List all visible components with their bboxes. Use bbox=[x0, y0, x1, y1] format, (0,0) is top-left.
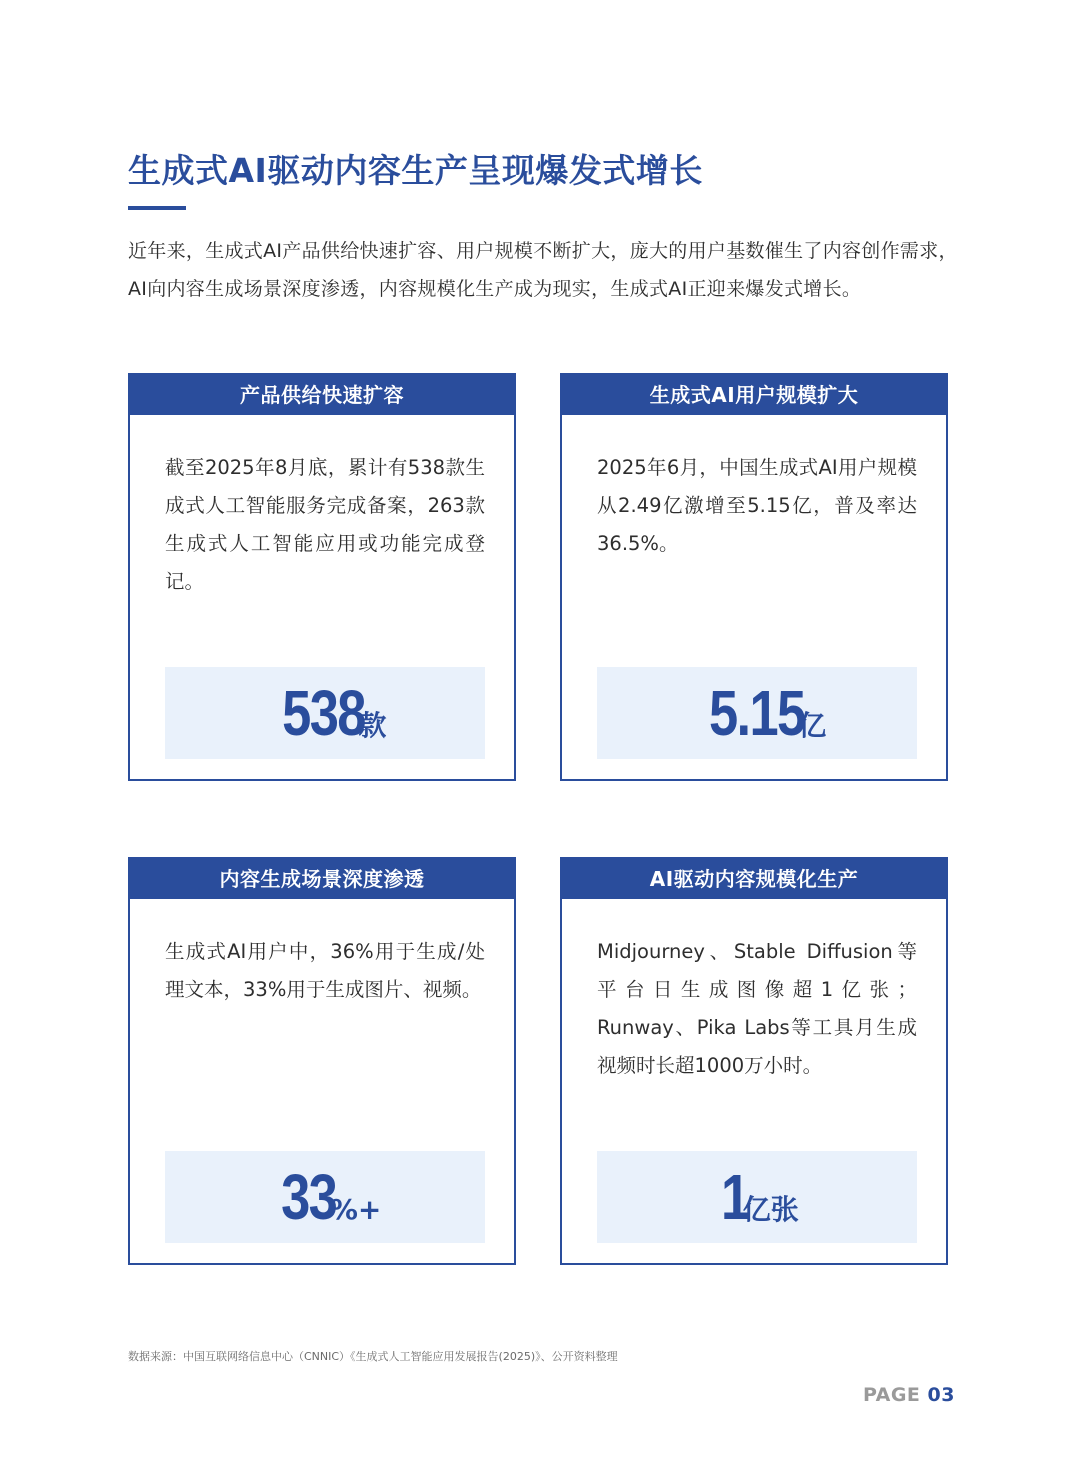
data-source-note: 数据来源：中国互联网络信息中心（CNNIC）《生成式人工智能应用发展报告(2025)》、公开资料整理 bbox=[128, 1350, 618, 1363]
stat-value: 33 bbox=[280, 1161, 336, 1233]
intro-paragraph: 近年来，生成式AI产品供给快速扩容、用户规模不断扩大，庞大的用户基数催生了内容创作需求，AI向内容生成场景深度渗透，内容规模化生产成为现实，生成式AI正迎来爆发式增长。 bbox=[128, 240, 958, 300]
stat-unit: 款 bbox=[358, 709, 387, 742]
stat-highlight bbox=[597, 1151, 917, 1243]
card-content-penetration bbox=[128, 857, 516, 1265]
stat-value: 5.15 bbox=[708, 677, 805, 749]
stat-unit: 亿 bbox=[798, 709, 827, 742]
page-title: 生成式AI驱动内容生产呈现爆发式增长 bbox=[128, 151, 703, 190]
stat-highlight bbox=[165, 1151, 485, 1243]
card-body-text: Midjourney、Stable Diffusion等平台日生成图像超1亿张；Runway、Pika Labs等工具月生成视频时长超1000万小时。 bbox=[597, 940, 917, 1077]
stat-highlight bbox=[597, 667, 917, 759]
card-scaled-production bbox=[560, 857, 948, 1265]
card-user-scale bbox=[560, 373, 948, 781]
title-underline bbox=[128, 206, 186, 210]
card-body-text: 2025年6月，中国生成式AI用户规模从2.49亿激增至5.15亿，普及率达36.5%。 bbox=[597, 456, 917, 555]
card-product-supply bbox=[128, 373, 516, 781]
card-body-text: 生成式AI用户中，36%用于生成/处理文本，33%用于生成图片、视频。 bbox=[165, 940, 485, 1001]
card-title: 产品供给快速扩容 bbox=[130, 375, 514, 415]
stat-value: 1 bbox=[721, 1161, 749, 1233]
card-title: 内容生成场景深度渗透 bbox=[130, 859, 514, 899]
page-number: 03 bbox=[927, 1384, 955, 1406]
stat-unit: 亿张 bbox=[742, 1193, 799, 1226]
stat-highlight bbox=[165, 667, 485, 759]
page-indicator bbox=[863, 1384, 955, 1406]
card-body-text: 截至2025年8月底，累计有538款生成式人工智能服务完成备案，263款生成式人工智能应用或功能完成登记。 bbox=[165, 456, 485, 593]
card-title: 生成式AI用户规模扩大 bbox=[562, 375, 946, 415]
stat-value: 538 bbox=[281, 677, 365, 749]
page-label-text: PAGE bbox=[862, 1384, 921, 1406]
card-title: AI驱动内容规模化生产 bbox=[562, 859, 946, 899]
stat-unit: %+ bbox=[329, 1193, 382, 1226]
